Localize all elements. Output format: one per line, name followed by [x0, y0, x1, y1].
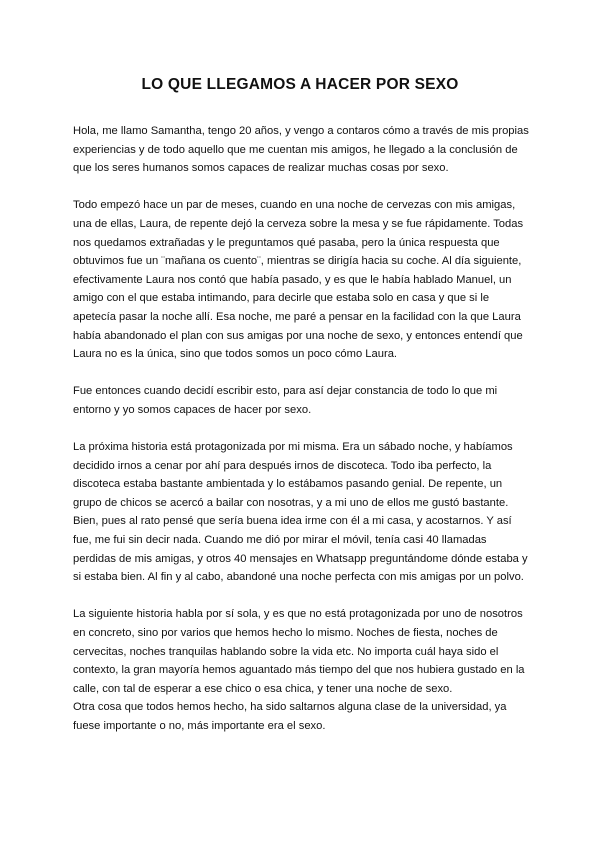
- text-line: una de ellas, Laura, de repente dejó la cerveza sobre la mesa y se fue rápidamente. Todas: [73, 217, 524, 230]
- text-line: experiencias y de todo aquello que me cuentan mis amigos, he llegado a la conclusión de: [73, 143, 518, 156]
- text-line: Laura no es la única, sino que todos somos un poco cómo Laura.: [73, 348, 398, 361]
- text-line: Todo empezó hace un par de meses, cuando en una noche de cervezas con mis amigas,: [73, 199, 516, 212]
- text-line: entorno y yo somos capaces de hacer por sexo.: [73, 403, 312, 416]
- text-line: La siguiente historia habla por sí sola, y es que no está protagonizada por uno de nosotros: [73, 608, 523, 621]
- text-line: obtuvimos fue un ¨mañana os cuento¨, mientras se dirigía hacia su coche. Al día siguiente,: [73, 255, 522, 268]
- text-line: discoteca estaba bastante ambientada y lo estábamos pasando genial. De repente, un: [73, 478, 503, 491]
- text-line: apetecía pasar la noche allí. Esa noche, me paré a pensar en la facilidad con la que Laura: [73, 310, 521, 323]
- paragraph-shared-story: [73, 605, 523, 735]
- text-line: calle, con tal de esperar a ese chico o esa chica, y tener una noche de sexo.: [73, 682, 453, 695]
- text-line: contexto, la gran mayoría hemos aguantado más tiempo del que nos hubiera gustado en la: [73, 664, 525, 677]
- text-line: nos quedamos extrañadas y le preguntamos qué pasaba, pero la única respuesta que: [73, 236, 500, 249]
- text-line: había abandonado el plan con sus amigas por una noche de sexo, y entonces entendí que: [73, 329, 523, 342]
- text-line: que los seres humanos somos capaces de realizar muchas cosas por sexo.: [73, 162, 449, 175]
- document-body: [73, 122, 529, 736]
- text-line: grupo de chicos se acercó a bailar con nosotras, y a mi uno de ellos me gustó bastante.: [73, 496, 509, 509]
- text-line: perdidas de mis amigas, y otros 40 mensajes en Whatsapp preguntándome dónde estaba y: [73, 552, 528, 565]
- text-line: Bien, pues al rato pensé que sería buena idea irme con él a mi casa, y acostarnos. Y así: [73, 515, 512, 528]
- paragraph-own-story: [73, 438, 528, 587]
- text-line: en concreto, sino por varios que hemos hecho lo mismo. Noches de fiesta, noches de: [73, 627, 498, 640]
- text-line: efectivamente Laura nos contó que había pasado, y es que le había hablado Manuel, un: [73, 273, 512, 286]
- text-line: La próxima historia está protagonizada por mi misma. Era un sábado noche, y habíamos: [73, 441, 513, 454]
- text-line: si estaba bien. Al fin y al cabo, abandoné una noche perfecta con mis amigas por un polvo.: [73, 571, 524, 584]
- text-line: Hola, me llamo Samantha, tengo 20 años, y vengo a contaros cómo a través de mis propias: [73, 125, 529, 137]
- text-line: Fue entonces cuando decidí escribir esto, para así dejar constancia de todo lo que mi: [73, 385, 498, 398]
- text-line: decidido irnos a cenar por ahí para después irnos de discoteca. Todo iba perfecto, la: [73, 459, 492, 472]
- text-line: Otra cosa que todos hemos hecho, ha sido saltarnos alguna clase de la universidad, ya: [73, 701, 507, 714]
- paragraph-laura-story: [73, 196, 523, 363]
- text-line: fue, me fui sin decir nada. Cuando me dió por mirar el móvil, tenía casi 40 llamadas: [73, 534, 487, 547]
- paragraph-intro: [73, 122, 529, 178]
- text-line: amigo con el que estaba intimando, para decirle que estaba solo en casa y que si le: [73, 292, 490, 305]
- text-line: cervecitas, noches tranquilas hablando sobre la vida etc. No importa cuál haya sido el: [73, 645, 499, 658]
- document-title: LO QUE LLEGAMOS A HACER POR SEXO: [141, 76, 459, 93]
- text-line: fuese importante o no, más importante era el sexo.: [73, 720, 326, 732]
- paragraph-decision: [73, 382, 523, 419]
